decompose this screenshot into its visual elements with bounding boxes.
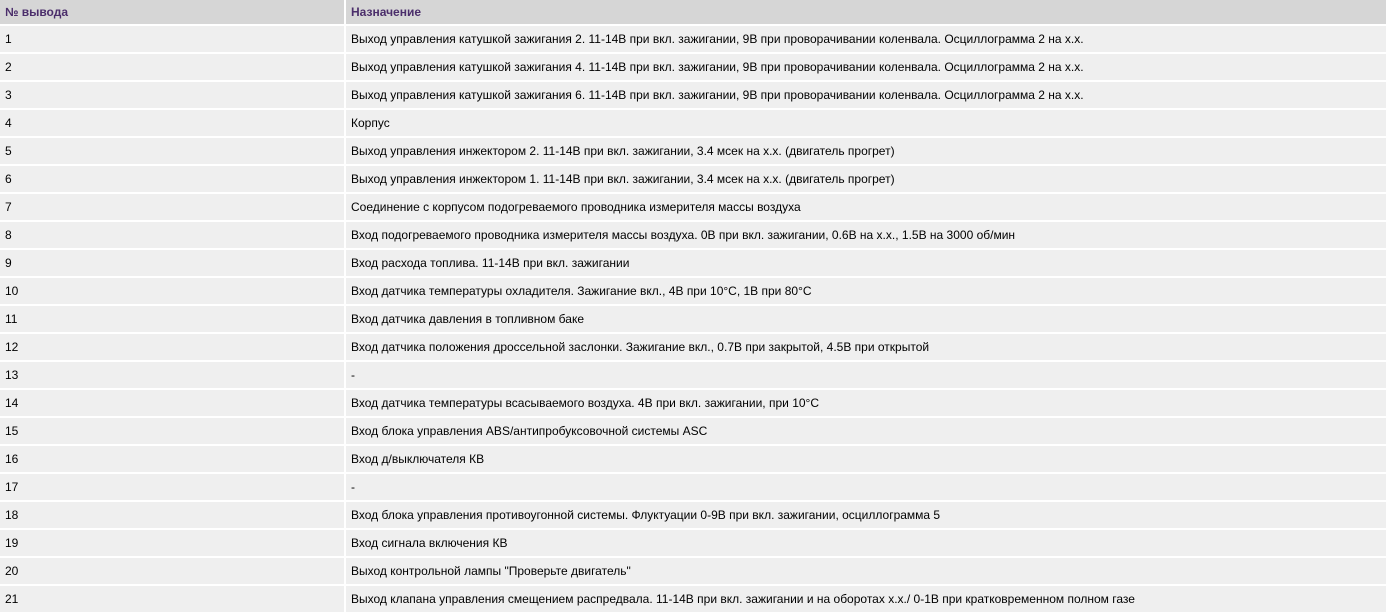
table-row bbox=[0, 110, 1386, 136]
pin-number-cell: 11 bbox=[0, 306, 344, 332]
pin-number-cell: 13 bbox=[0, 362, 344, 388]
table-row bbox=[0, 474, 1386, 500]
table-body bbox=[0, 26, 1386, 612]
pin-number-cell: 14 bbox=[0, 390, 344, 416]
pin-purpose-cell: Выход управления катушкой зажигания 2. 11-14В при вкл. зажигании, 9В при проворачивании коленвала. Осциллограмма 2 на х.х. bbox=[346, 26, 1386, 52]
pin-number-cell: 4 bbox=[0, 110, 344, 136]
pin-number-cell: 1 bbox=[0, 26, 344, 52]
pin-purpose-cell: Выход управления катушкой зажигания 6. 11-14В при вкл. зажигании, 9В при проворачивании коленвала. Осциллограмма 2 на х.х. bbox=[346, 82, 1386, 108]
pin-number-cell: 7 bbox=[0, 194, 344, 220]
pin-purpose-cell: Выход управления инжектором 2. 11-14В при вкл. зажигании, 3.4 мсек на х.х. (двигатель прогрет) bbox=[346, 138, 1386, 164]
pin-purpose-cell: Вход подогреваемого проводника измерителя массы воздуха. 0В при вкл. зажигании, 0.6В на х.х., 1.5В на 3000 об/мин bbox=[346, 222, 1386, 248]
pin-number-cell: 18 bbox=[0, 502, 344, 528]
pin-purpose-cell: Выход клапана управления смещением распредвала. 11-14В при вкл. зажигании и на оборотах х.х./ 0-1В при кратковременном полном газе bbox=[346, 586, 1386, 612]
table-row bbox=[0, 194, 1386, 220]
pin-number-cell: 2 bbox=[0, 54, 344, 80]
pin-number-cell: 6 bbox=[0, 166, 344, 192]
pin-number-cell: 16 bbox=[0, 446, 344, 472]
table-row bbox=[0, 558, 1386, 584]
table-row bbox=[0, 586, 1386, 612]
table-row bbox=[0, 446, 1386, 472]
pin-number-cell: 15 bbox=[0, 418, 344, 444]
pin-purpose-cell: Выход управления катушкой зажигания 4. 11-14В при вкл. зажигании, 9В при проворачивании коленвала. Осциллограмма 2 на х.х. bbox=[346, 54, 1386, 80]
pin-purpose-cell: Выход контрольной лампы "Проверьте двигатель" bbox=[346, 558, 1386, 584]
table-row bbox=[0, 278, 1386, 304]
table-row bbox=[0, 138, 1386, 164]
pin-purpose-cell: Соединение с корпусом подогреваемого проводника измерителя массы воздуха bbox=[346, 194, 1386, 220]
pin-number-cell: 21 bbox=[0, 586, 344, 612]
pin-purpose-cell: Выход управления инжектором 1. 11-14В при вкл. зажигании, 3.4 мсек на х.х. (двигатель прогрет) bbox=[346, 166, 1386, 192]
table-row bbox=[0, 502, 1386, 528]
table-row bbox=[0, 306, 1386, 332]
pin-purpose-cell: Вход д/выключателя КВ bbox=[346, 446, 1386, 472]
table-row bbox=[0, 54, 1386, 80]
pin-purpose-cell: Вход блока управления противоугонной системы. Флуктуации 0-9В при вкл. зажигании, осциллограмма 5 bbox=[346, 502, 1386, 528]
pin-number-cell: 20 bbox=[0, 558, 344, 584]
table-row bbox=[0, 362, 1386, 388]
column-header-pin-number: № вывода bbox=[0, 0, 344, 24]
table-row bbox=[0, 390, 1386, 416]
pin-number-cell: 12 bbox=[0, 334, 344, 360]
pin-purpose-cell: - bbox=[346, 362, 1386, 388]
pin-purpose-cell: Вход датчика давления в топливном баке bbox=[346, 306, 1386, 332]
table-row bbox=[0, 26, 1386, 52]
pin-purpose-cell: Корпус bbox=[346, 110, 1386, 136]
table-row bbox=[0, 166, 1386, 192]
table-row bbox=[0, 418, 1386, 444]
pin-number-cell: 8 bbox=[0, 222, 344, 248]
table-row bbox=[0, 222, 1386, 248]
pin-number-cell: 19 bbox=[0, 530, 344, 556]
pin-purpose-cell: Вход сигнала включения КВ bbox=[346, 530, 1386, 556]
table-header-row bbox=[0, 0, 1386, 24]
table-row bbox=[0, 250, 1386, 276]
pin-number-cell: 9 bbox=[0, 250, 344, 276]
pin-number-cell: 5 bbox=[0, 138, 344, 164]
pin-purpose-cell: Вход расхода топлива. 11-14В при вкл. зажигании bbox=[346, 250, 1386, 276]
table-row bbox=[0, 530, 1386, 556]
pin-purpose-cell: Вход датчика положения дроссельной заслонки. Зажигание вкл., 0.7В при закрытой, 4.5В при открытой bbox=[346, 334, 1386, 360]
pin-purpose-cell: Вход блока управления ABS/антипробуксовочной системы ASC bbox=[346, 418, 1386, 444]
pin-purpose-cell: Вход датчика температуры охладителя. Зажигание вкл., 4В при 10°С, 1В при 80°С bbox=[346, 278, 1386, 304]
table-row bbox=[0, 82, 1386, 108]
column-header-purpose: Назначение bbox=[346, 0, 1386, 24]
pin-purpose-cell: - bbox=[346, 474, 1386, 500]
pin-purpose-cell: Вход датчика температуры всасываемого воздуха. 4В при вкл. зажигании, при 10°С bbox=[346, 390, 1386, 416]
pin-number-cell: 17 bbox=[0, 474, 344, 500]
pin-number-cell: 3 bbox=[0, 82, 344, 108]
table-row bbox=[0, 334, 1386, 360]
pin-number-cell: 10 bbox=[0, 278, 344, 304]
